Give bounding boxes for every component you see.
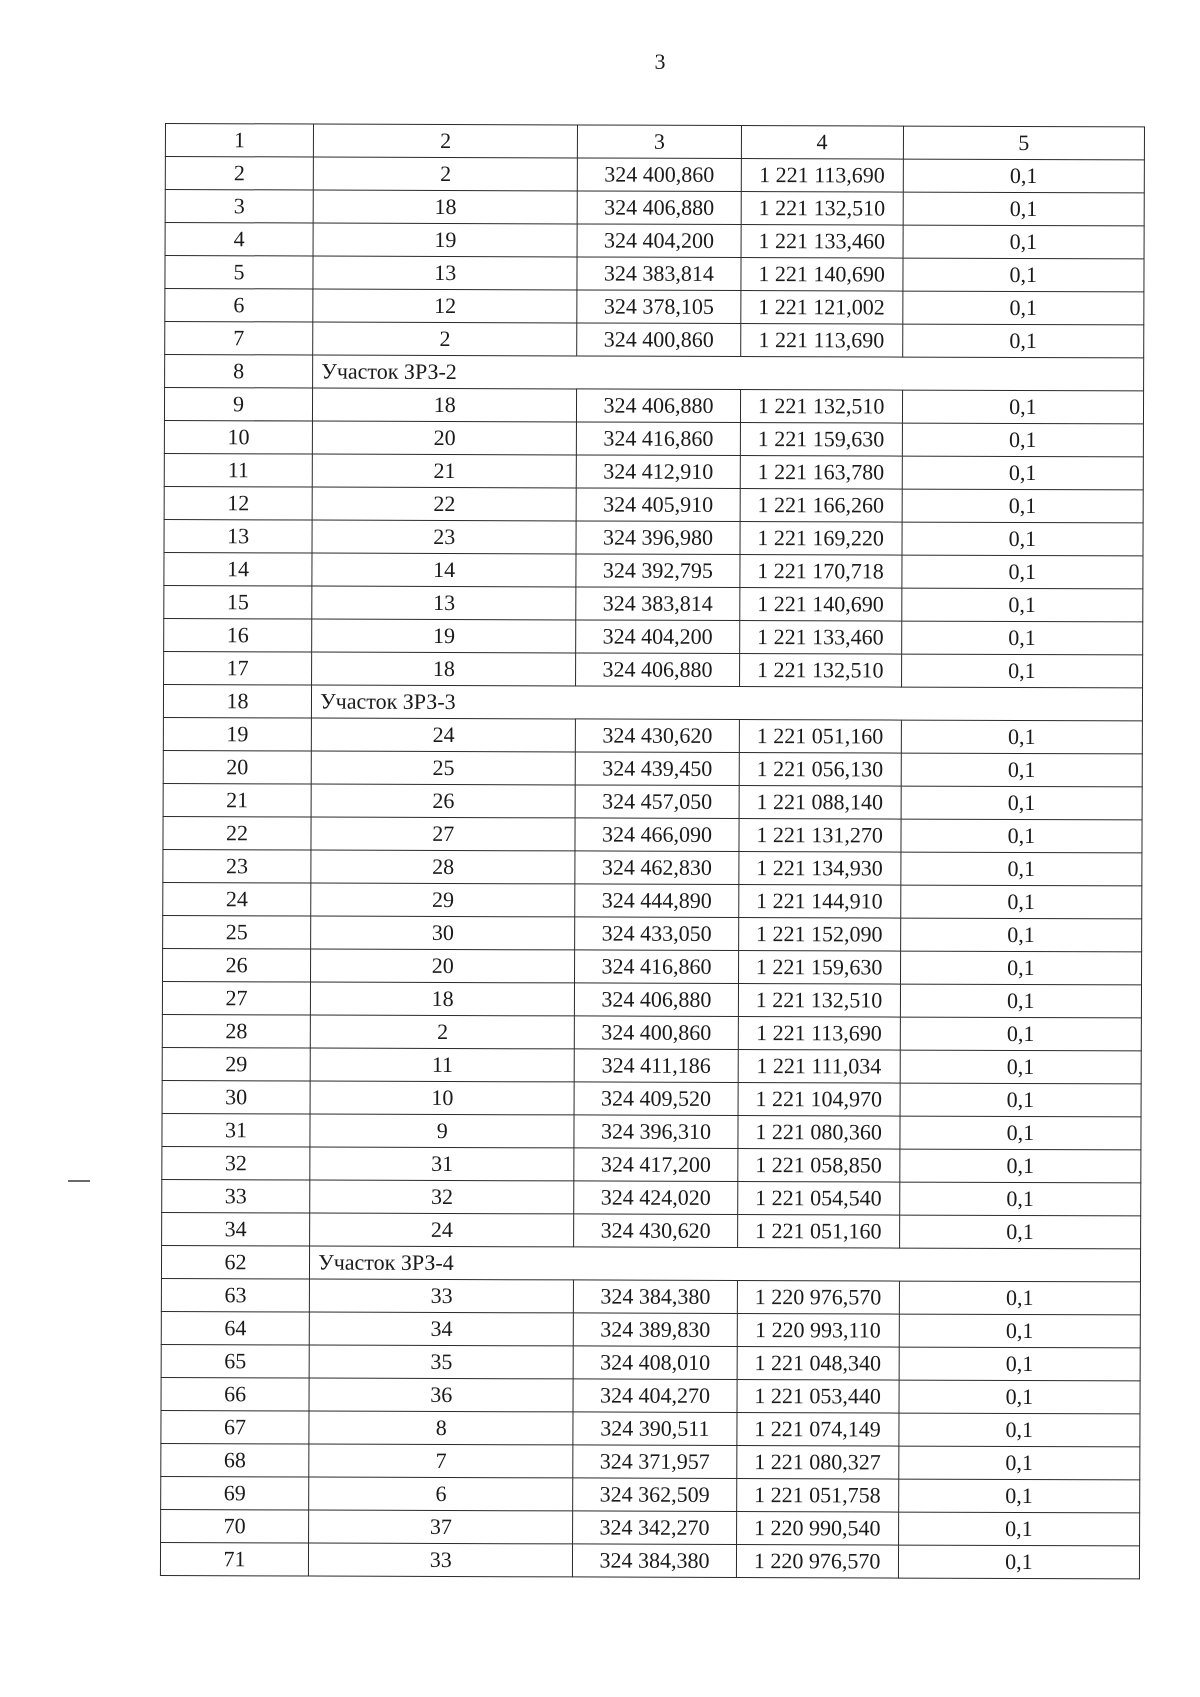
row-number-cell: 68 (161, 1443, 309, 1477)
y-coordinate-cell: 1 221 159,630 (738, 951, 900, 985)
point-number-cell: 2 (310, 1015, 574, 1049)
point-number-cell: 36 (309, 1378, 573, 1412)
row-number-cell: 10 (164, 420, 312, 454)
y-coordinate-cell: 1 221 113,690 (740, 324, 902, 358)
accuracy-cell: 0,1 (901, 720, 1142, 754)
y-coordinate-cell: 1 221 132,510 (741, 192, 903, 226)
accuracy-cell: 0,1 (899, 1182, 1140, 1216)
y-coordinate-cell: 1 220 990,540 (736, 1512, 898, 1546)
row-number-cell: 23 (163, 849, 311, 883)
row-number-cell: 70 (161, 1509, 309, 1543)
accuracy-cell: 0,1 (899, 1413, 1140, 1447)
header-cell-4: 4 (741, 126, 903, 160)
row-number-cell: 12 (164, 486, 312, 520)
y-coordinate-cell: 1 220 976,570 (737, 1281, 899, 1315)
y-coordinate-cell: 1 221 152,090 (738, 918, 900, 952)
accuracy-cell: 0,1 (899, 1281, 1140, 1315)
x-coordinate-cell: 324 396,980 (576, 521, 739, 555)
accuracy-cell: 0,1 (903, 159, 1144, 193)
x-coordinate-cell: 324 417,200 (574, 1148, 737, 1182)
point-number-cell: 31 (310, 1147, 574, 1181)
header-cell-2: 2 (314, 124, 578, 158)
y-coordinate-cell: 1 221 133,460 (741, 225, 903, 259)
x-coordinate-cell: 324 430,620 (574, 1214, 737, 1248)
accuracy-cell: 0,1 (898, 1446, 1139, 1480)
x-coordinate-cell: 324 400,860 (575, 1016, 738, 1050)
row-number-cell: 20 (163, 750, 311, 784)
header-cell-1: 1 (165, 124, 313, 158)
table-row (161, 1443, 1140, 1479)
table-row (162, 1047, 1141, 1083)
point-number-cell: 32 (310, 1180, 574, 1214)
row-number-cell: 4 (165, 223, 313, 257)
x-coordinate-cell: 324 412,910 (577, 455, 740, 489)
section-row (161, 1245, 1140, 1281)
x-coordinate-cell: 324 362,509 (573, 1478, 736, 1512)
accuracy-cell: 0,1 (900, 885, 1141, 919)
y-coordinate-cell: 1 221 132,510 (738, 984, 900, 1018)
row-number-cell: 8 (165, 355, 313, 389)
row-number-cell: 28 (162, 1014, 310, 1048)
table-row (165, 322, 1144, 358)
y-coordinate-cell: 1 221 113,690 (741, 159, 903, 193)
row-number-cell: 67 (161, 1410, 309, 1444)
x-coordinate-cell: 324 457,050 (575, 785, 738, 819)
row-number-cell: 11 (164, 453, 312, 487)
row-number-cell: 6 (165, 289, 313, 323)
y-coordinate-cell: 1 221 080,360 (737, 1116, 899, 1150)
y-coordinate-cell: 1 221 133,460 (739, 621, 901, 655)
point-number-cell: 33 (309, 1543, 573, 1577)
table-row (164, 552, 1143, 588)
point-number-cell: 13 (312, 586, 576, 620)
header-cell-3: 3 (578, 125, 741, 159)
y-coordinate-cell: 1 221 113,690 (738, 1017, 900, 1051)
table-row (163, 882, 1142, 918)
y-coordinate-cell: 1 221 074,149 (736, 1413, 898, 1447)
table-row (163, 849, 1142, 885)
x-coordinate-cell: 324 390,511 (573, 1412, 736, 1446)
y-coordinate-cell: 1 221 169,220 (740, 522, 902, 556)
table-row (163, 915, 1142, 951)
accuracy-cell: 0,1 (903, 192, 1144, 226)
table-row (163, 750, 1142, 786)
table-row (161, 1476, 1140, 1512)
point-number-cell: 7 (309, 1444, 573, 1478)
coordinates-table (160, 123, 1145, 1579)
accuracy-cell: 0,1 (902, 522, 1143, 556)
y-coordinate-cell: 1 221 053,440 (737, 1380, 899, 1414)
section-row (163, 684, 1142, 720)
x-coordinate-cell: 324 389,830 (574, 1313, 737, 1347)
point-number-cell: 6 (309, 1477, 573, 1511)
x-coordinate-cell: 324 384,380 (574, 1280, 737, 1314)
point-number-cell: 37 (309, 1510, 573, 1544)
table-row (162, 1179, 1141, 1215)
accuracy-cell: 0,1 (903, 225, 1144, 259)
table-row (163, 717, 1142, 753)
table-body (160, 157, 1144, 1579)
point-number-cell: 26 (311, 784, 575, 818)
accuracy-cell: 0,1 (902, 456, 1143, 490)
row-number-cell: 65 (161, 1344, 309, 1378)
table-row (161, 1410, 1140, 1446)
accuracy-cell: 0,1 (900, 1083, 1141, 1117)
x-coordinate-cell: 324 466,090 (575, 818, 738, 852)
point-number-cell: 11 (310, 1048, 574, 1082)
accuracy-cell: 0,1 (902, 555, 1143, 589)
y-coordinate-cell: 1 221 051,160 (739, 720, 901, 754)
row-number-cell: 16 (164, 618, 312, 652)
table-row (161, 1311, 1140, 1347)
section-label: Участок ЗРЗ-4 (310, 1246, 1141, 1282)
point-number-cell: 2 (313, 157, 577, 191)
y-coordinate-cell: 1 221 166,260 (740, 489, 902, 523)
table-row (164, 486, 1143, 522)
scan-artifact-mark (68, 1180, 90, 1182)
point-number-cell: 28 (311, 850, 575, 884)
accuracy-cell: 0,1 (901, 819, 1142, 853)
row-number-cell: 64 (161, 1311, 309, 1345)
row-number-cell: 27 (162, 981, 310, 1015)
table-row (161, 1509, 1140, 1545)
point-number-cell: 23 (312, 520, 576, 554)
y-coordinate-cell: 1 221 132,510 (740, 390, 902, 424)
row-number-cell: 29 (162, 1047, 310, 1081)
accuracy-cell: 0,1 (900, 984, 1141, 1018)
row-number-cell: 63 (161, 1278, 309, 1312)
row-number-cell: 21 (163, 783, 311, 817)
point-number-cell: 29 (311, 883, 575, 917)
y-coordinate-cell: 1 221 104,970 (738, 1083, 900, 1117)
x-coordinate-cell: 324 406,880 (576, 653, 739, 687)
point-number-cell: 19 (312, 619, 576, 653)
row-number-cell: 26 (163, 948, 311, 982)
accuracy-cell: 0,1 (900, 1017, 1141, 1051)
row-number-cell: 69 (161, 1476, 309, 1510)
x-coordinate-cell: 324 400,860 (578, 158, 741, 192)
x-coordinate-cell: 324 430,620 (576, 719, 739, 753)
table-header-row (165, 124, 1144, 160)
table-row (162, 1212, 1141, 1248)
point-number-cell: 13 (313, 256, 577, 290)
row-number-cell: 24 (163, 882, 311, 916)
table-row (164, 388, 1143, 424)
x-coordinate-cell: 324 408,010 (574, 1346, 737, 1380)
x-coordinate-cell: 324 392,795 (576, 554, 739, 588)
row-number-cell: 19 (163, 717, 311, 751)
point-number-cell: 9 (310, 1114, 574, 1148)
y-coordinate-cell: 1 221 163,780 (740, 456, 902, 490)
point-number-cell: 12 (313, 289, 577, 323)
y-coordinate-cell: 1 221 054,540 (737, 1182, 899, 1216)
x-coordinate-cell: 324 462,830 (575, 851, 738, 885)
row-number-cell: 71 (160, 1542, 308, 1576)
point-number-cell: 18 (313, 190, 577, 224)
row-number-cell: 22 (163, 816, 311, 850)
table-row (164, 420, 1143, 456)
accuracy-cell: 0,1 (899, 1380, 1140, 1414)
x-coordinate-cell: 324 378,105 (577, 290, 740, 324)
x-coordinate-cell: 324 406,880 (577, 389, 740, 423)
x-coordinate-cell: 324 406,880 (575, 983, 738, 1017)
point-number-cell: 30 (311, 916, 575, 950)
x-coordinate-cell: 324 433,050 (575, 917, 738, 951)
x-coordinate-cell: 324 416,860 (575, 950, 738, 984)
section-label: Участок ЗРЗ-3 (312, 685, 1143, 721)
y-coordinate-cell: 1 221 159,630 (740, 423, 902, 457)
table-row (165, 190, 1144, 226)
accuracy-cell: 0,1 (902, 489, 1143, 523)
y-coordinate-cell: 1 221 051,758 (736, 1479, 898, 1513)
point-number-cell: 22 (312, 487, 576, 521)
table-row (161, 1278, 1140, 1314)
table-row (163, 816, 1142, 852)
accuracy-cell: 0,1 (901, 753, 1142, 787)
x-coordinate-cell: 324 416,860 (577, 422, 740, 456)
table-row (165, 157, 1144, 193)
x-coordinate-cell: 324 383,814 (577, 257, 740, 291)
y-coordinate-cell: 1 221 121,002 (740, 291, 902, 325)
table-row (164, 618, 1143, 654)
x-coordinate-cell: 324 409,520 (574, 1082, 737, 1116)
point-number-cell: 27 (311, 817, 575, 851)
accuracy-cell: 0,1 (899, 1215, 1140, 1249)
table-row (162, 1080, 1141, 1116)
y-coordinate-cell: 1 220 976,570 (736, 1545, 898, 1579)
point-number-cell: 24 (310, 1213, 574, 1247)
table-row (162, 1113, 1141, 1149)
section-label: Участок ЗРЗ-2 (313, 355, 1144, 391)
accuracy-cell: 0,1 (902, 390, 1143, 424)
row-number-cell: 66 (161, 1377, 309, 1411)
x-coordinate-cell: 324 384,380 (573, 1544, 736, 1578)
point-number-cell: 20 (312, 421, 576, 455)
row-number-cell: 3 (165, 190, 313, 224)
point-number-cell: 18 (312, 652, 576, 686)
row-number-cell: 17 (164, 651, 312, 685)
table-row (163, 948, 1142, 984)
y-coordinate-cell: 1 221 144,910 (738, 885, 900, 919)
point-number-cell: 21 (312, 454, 576, 488)
table-row (160, 1542, 1139, 1578)
y-coordinate-cell: 1 221 056,130 (739, 753, 901, 787)
point-number-cell: 18 (311, 982, 575, 1016)
accuracy-cell: 0,1 (900, 1149, 1141, 1183)
table-row (163, 783, 1142, 819)
point-number-cell: 35 (309, 1345, 573, 1379)
x-coordinate-cell: 324 405,910 (577, 488, 740, 522)
y-coordinate-cell: 1 221 080,327 (736, 1446, 898, 1480)
table-row (162, 1146, 1141, 1182)
accuracy-cell: 0,1 (899, 1347, 1140, 1381)
y-coordinate-cell: 1 221 134,930 (738, 852, 900, 886)
row-number-cell: 30 (162, 1080, 310, 1114)
accuracy-cell: 0,1 (898, 1545, 1139, 1579)
table-row (164, 453, 1143, 489)
row-number-cell: 2 (165, 157, 313, 191)
accuracy-cell: 0,1 (898, 1512, 1139, 1546)
table-row (165, 256, 1144, 292)
row-number-cell: 18 (163, 684, 311, 718)
row-number-cell: 15 (164, 585, 312, 619)
accuracy-cell: 0,1 (900, 1050, 1141, 1084)
header-cell-5: 5 (903, 126, 1144, 160)
y-coordinate-cell: 1 221 058,850 (737, 1149, 899, 1183)
accuracy-cell: 0,1 (901, 654, 1142, 688)
y-coordinate-cell: 1 221 051,160 (737, 1215, 899, 1249)
accuracy-cell: 0,1 (898, 1479, 1139, 1513)
accuracy-cell: 0,1 (903, 291, 1144, 325)
point-number-cell: 24 (311, 718, 575, 752)
point-number-cell: 2 (313, 322, 577, 356)
y-coordinate-cell: 1 221 140,690 (740, 258, 902, 292)
point-number-cell: 20 (311, 949, 575, 983)
x-coordinate-cell: 324 400,860 (577, 323, 740, 357)
table-row (164, 519, 1143, 555)
table-row (164, 585, 1143, 621)
row-number-cell: 31 (162, 1113, 310, 1147)
point-number-cell: 18 (313, 388, 577, 422)
accuracy-cell: 0,1 (901, 786, 1142, 820)
point-number-cell: 34 (309, 1312, 573, 1346)
row-number-cell: 34 (162, 1212, 310, 1246)
accuracy-cell: 0,1 (903, 258, 1144, 292)
x-coordinate-cell: 324 411,186 (575, 1049, 738, 1083)
x-coordinate-cell: 324 342,270 (573, 1511, 736, 1545)
page-number: 3 (654, 49, 666, 74)
row-number-cell: 5 (165, 256, 313, 290)
row-number-cell: 13 (164, 519, 312, 553)
row-number-cell: 14 (164, 552, 312, 586)
accuracy-cell: 0,1 (900, 951, 1141, 985)
x-coordinate-cell: 324 406,880 (578, 191, 741, 225)
point-number-cell: 8 (309, 1411, 573, 1445)
table-row (165, 223, 1144, 259)
row-number-cell: 62 (161, 1245, 309, 1279)
point-number-cell: 10 (310, 1081, 574, 1115)
point-number-cell: 19 (313, 223, 577, 257)
table-row (161, 1344, 1140, 1380)
table-row (162, 981, 1141, 1017)
y-coordinate-cell: 1 221 111,034 (738, 1050, 900, 1084)
table-row (165, 289, 1144, 325)
accuracy-cell: 0,1 (901, 588, 1142, 622)
x-coordinate-cell: 324 444,890 (575, 884, 738, 918)
x-coordinate-cell: 324 424,020 (574, 1181, 737, 1215)
table-row (161, 1377, 1140, 1413)
accuracy-cell: 0,1 (900, 918, 1141, 952)
y-coordinate-cell: 1 221 140,690 (739, 588, 901, 622)
section-row (165, 355, 1144, 391)
accuracy-cell: 0,1 (901, 852, 1142, 886)
y-coordinate-cell: 1 221 131,270 (739, 819, 901, 853)
accuracy-cell: 0,1 (901, 621, 1142, 655)
row-number-cell: 25 (163, 915, 311, 949)
x-coordinate-cell: 324 371,957 (573, 1445, 736, 1479)
x-coordinate-cell: 324 404,200 (577, 224, 740, 258)
table-row (162, 1014, 1141, 1050)
row-number-cell: 32 (162, 1146, 310, 1180)
accuracy-cell: 0,1 (902, 423, 1143, 457)
x-coordinate-cell: 324 439,450 (576, 752, 739, 786)
y-coordinate-cell: 1 220 993,110 (737, 1314, 899, 1348)
row-number-cell: 9 (164, 388, 312, 422)
y-coordinate-cell: 1 221 088,140 (739, 786, 901, 820)
y-coordinate-cell: 1 221 170,718 (739, 555, 901, 589)
table-row (164, 651, 1143, 687)
point-number-cell: 25 (311, 751, 575, 785)
row-number-cell: 33 (162, 1179, 310, 1213)
point-number-cell: 14 (312, 553, 576, 587)
point-number-cell: 33 (309, 1279, 573, 1313)
x-coordinate-cell: 324 404,270 (573, 1379, 736, 1413)
x-coordinate-cell: 324 396,310 (574, 1115, 737, 1149)
row-number-cell: 7 (165, 322, 313, 356)
y-coordinate-cell: 1 221 132,510 (739, 654, 901, 688)
accuracy-cell: 0,1 (902, 324, 1143, 358)
accuracy-cell: 0,1 (900, 1116, 1141, 1150)
y-coordinate-cell: 1 221 048,340 (737, 1347, 899, 1381)
x-coordinate-cell: 324 404,200 (576, 620, 739, 654)
accuracy-cell: 0,1 (899, 1314, 1140, 1348)
x-coordinate-cell: 324 383,814 (576, 587, 739, 621)
